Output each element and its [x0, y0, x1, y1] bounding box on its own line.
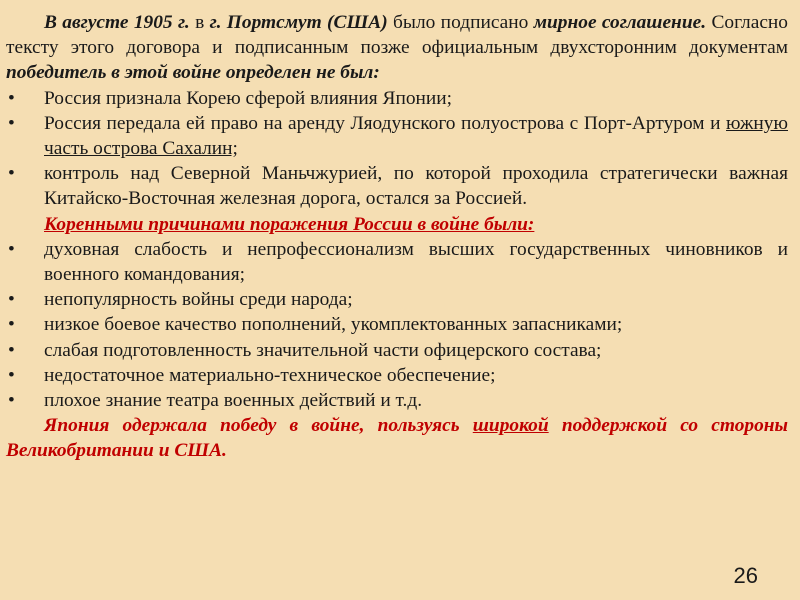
conclusion-emphasis: широкой: [472, 415, 549, 437]
cause-item: [6, 287, 788, 312]
intro-text-2: было подписано: [387, 12, 534, 33]
conclusion-text-1: Япония одержала победу в войне, пользуясь: [44, 415, 473, 437]
bullet-icon: •: [8, 163, 15, 185]
bullet-icon: •: [8, 289, 15, 311]
terms-item-text: Россия признала Корею сферой влияния Японии;: [44, 87, 453, 109]
intro-date: В августе 1905 г.: [44, 12, 190, 33]
cause-item: [6, 338, 788, 363]
bullet-icon: •: [8, 238, 15, 260]
sakhalin-text: южную часть острова Сахалин;: [44, 112, 788, 160]
bullet-icon: •: [8, 339, 15, 361]
terms-item-text: контроль над Северной Маньчжурией, по которой проходила стратегически важная Китайско-Восточная железная дорога, остался за Россией.: [44, 163, 788, 210]
causes-heading-paragraph: [6, 212, 788, 237]
slide-content: [6, 10, 788, 464]
terms-item: [6, 86, 788, 111]
bullet-icon: •: [8, 390, 15, 412]
causes-heading: Коренными причинами поражения России в войне были:: [44, 213, 535, 235]
cause-item-text: духовная слабость и непрофессионализм высших государственных чиновников и военного командования;: [44, 238, 788, 286]
intro-text-3: Согласно тексту этого договора и подписанным позже официальным двухсторонним документам: [6, 12, 788, 59]
page-number: 26: [733, 563, 758, 588]
intro-paragraph: [6, 10, 788, 86]
cause-item-text: слабая подготовленность значительной части офицерского состава;: [44, 339, 602, 361]
cause-item: [6, 312, 788, 337]
conclusion-text-2: поддержкой со стороны Великобритании и США.: [6, 415, 789, 462]
intro-text-1: в: [189, 12, 210, 33]
intro-winner-statement: победитель в этой войне определен не был:: [6, 62, 380, 84]
intro-agreement: мирное соглашение.: [533, 12, 707, 33]
cause-item-text: плохое знание театра военных действий и т.д.: [44, 390, 423, 412]
cause-item-text: непопулярность войны среди народа;: [44, 289, 353, 311]
cause-item: [6, 237, 788, 287]
terms-item-text: Россия передала ей право на аренду Ляодунского полуострова с Порт-Артуром и: [44, 112, 727, 134]
terms-item: [6, 111, 788, 161]
bullet-icon: •: [8, 314, 15, 336]
cause-item-text: низкое боевое качество пополнений, укомплектованных запасниками;: [44, 314, 623, 336]
cause-item-text: недостаточное материально-техническое обеспечение;: [44, 364, 496, 386]
conclusion-paragraph: [6, 413, 788, 463]
cause-item: [6, 388, 788, 413]
intro-place: г. Портсмут (США): [209, 12, 388, 33]
bullet-icon: •: [8, 87, 15, 109]
bullet-icon: •: [8, 364, 15, 386]
bullet-icon: •: [8, 112, 15, 134]
cause-item: [6, 363, 788, 388]
terms-item: [6, 161, 788, 211]
